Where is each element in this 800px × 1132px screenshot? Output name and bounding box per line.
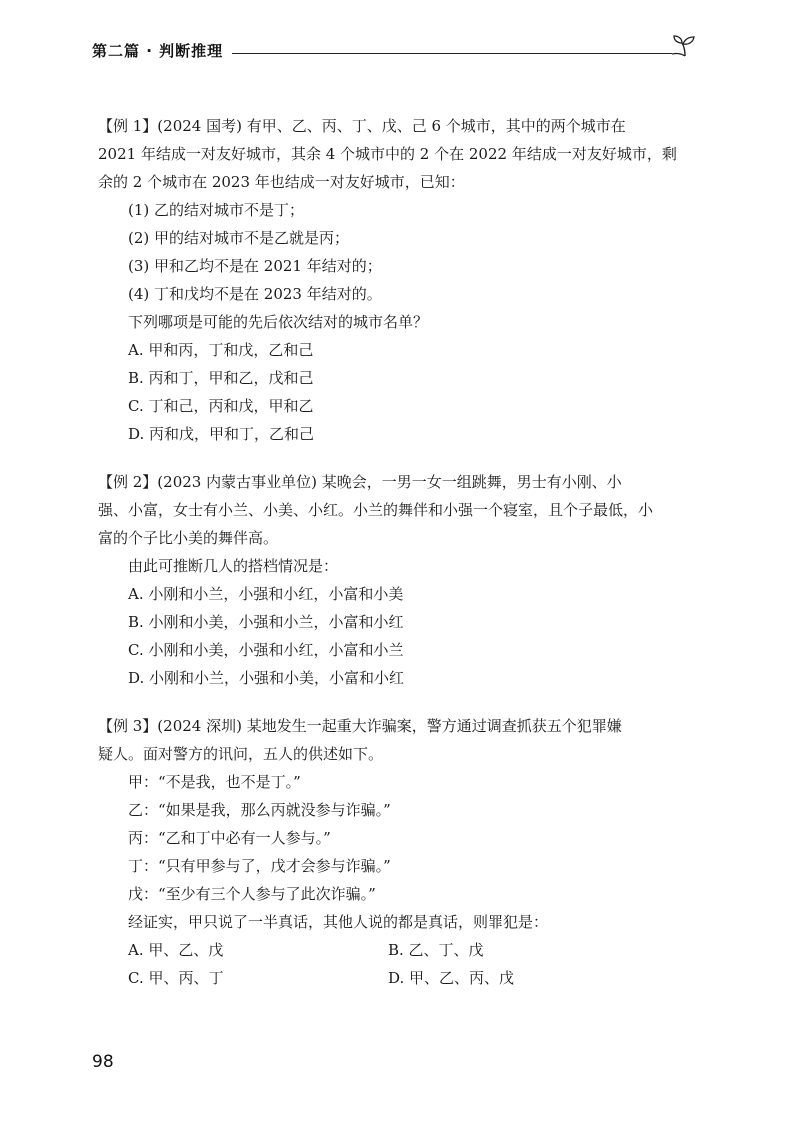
question-line: 2021 年结成一对友好城市，其余 4 个城市中的 2 个在 2022 年结成一对友好城市，剩: [98, 145, 677, 163]
answer-option: D. 丙和戊，甲和丁，乙和己: [128, 425, 315, 443]
example-2: [98, 468, 688, 692]
condition-line: (2) 甲的结对城市不是乙就是丙；: [128, 229, 350, 247]
answer-option: A. 小刚和小兰，小强和小红，小富和小美: [128, 585, 404, 603]
sprout-icon: [672, 34, 698, 58]
answer-option: D. 甲、乙、丙、戊: [388, 969, 515, 987]
answer-option: C. 丁和己，丙和戊，甲和乙: [128, 397, 314, 415]
question-line: 强、小富，女士有小兰、小美、小红。小兰的舞伴和小强一个寝室，且个子最低，小: [98, 501, 654, 519]
question-line: 富的个子比小美的舞伴高。: [98, 529, 279, 547]
statement-line: 戊：“至少有三个人参与了此次诈骗。”: [128, 885, 376, 903]
question-line: 余的 2 个城市在 2023 年也结成一对友好城市，已知：: [98, 173, 465, 191]
options-row: [128, 936, 688, 964]
answer-option: D. 小刚和小兰，小强和小美，小富和小红: [128, 669, 405, 687]
statement-line: 丁：“只有甲参与了，戊才会参与诈骗。”: [128, 857, 391, 875]
statement-line: 甲：“不是我，也不是丁。”: [128, 773, 301, 791]
example-3: [98, 712, 688, 992]
condition-line: (4) 丁和戊均不是在 2023 年结对的。: [128, 285, 382, 303]
page-header: [92, 38, 704, 68]
question-line: 【例 2】(2023 内蒙古事业单位) 某晚会，一男一女一组跳舞，男士有小刚、小: [98, 473, 622, 491]
question-line: 疑人。面对警方的讯问，五人的供述如下。: [98, 745, 384, 763]
page-content: [98, 112, 688, 992]
answer-option: B. 丙和丁，甲和乙，戊和己: [128, 369, 314, 387]
question-prompt: 经证实，甲只说了一半真话，其他人说的都是真话，则罪犯是：: [128, 913, 549, 931]
answer-option: A. 甲和丙，丁和戊，乙和己: [128, 341, 314, 359]
condition-line: (3) 甲和乙均不是在 2021 年结对的；: [128, 257, 382, 275]
chapter-title: 第二篇 · 判断推理: [92, 42, 224, 60]
options-row: [128, 964, 688, 992]
example-1: [98, 112, 688, 448]
question-line: 【例 3】(2024 深圳) 某地发生一起重大诈骗案，警方通过调查抓获五个犯罪嫌: [98, 717, 622, 735]
condition-line: (1) 乙的结对城市不是丁；: [128, 201, 305, 219]
statement-line: 乙：“如果是我，那么丙就没参与诈骗。”: [128, 801, 391, 819]
question-prompt: 下列哪项是可能的先后依次结对的城市名单？: [128, 313, 429, 331]
question-prompt: 由此可推断几人的搭档情况是：: [128, 557, 339, 575]
statement-line: 丙：“乙和丁中必有一人参与。”: [128, 829, 331, 847]
answer-option: B. 小刚和小美，小强和小兰，小富和小红: [128, 613, 404, 631]
header-rule: [232, 53, 672, 54]
page-number: 98: [92, 1052, 114, 1072]
answer-option: A. 甲、乙、戊: [128, 941, 224, 959]
question-line: 【例 1】(2024 国考) 有甲、乙、丙、丁、戊、己 6 个城市，其中的两个城市在: [98, 117, 626, 135]
answer-option: C. 甲、丙、丁: [128, 969, 224, 987]
answer-option: C. 小刚和小美，小强和小红，小富和小兰: [128, 641, 404, 659]
answer-option: B. 乙、丁、戊: [388, 941, 484, 959]
